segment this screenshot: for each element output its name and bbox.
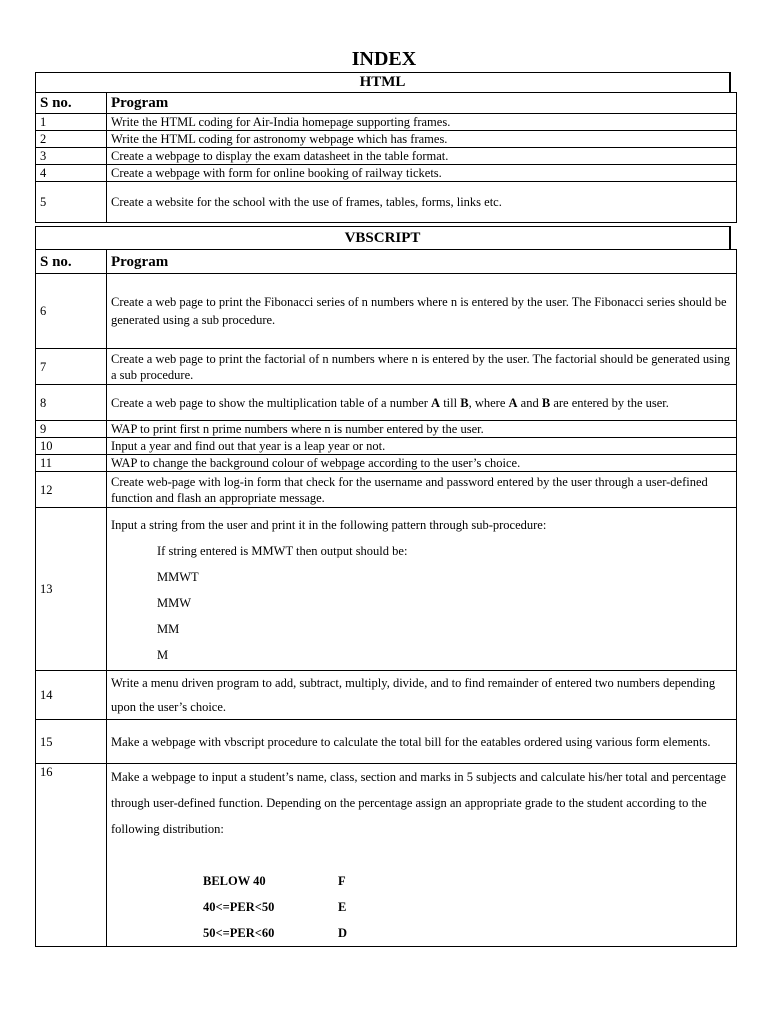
row-sno: 13 — [36, 508, 107, 671]
table-row — [36, 274, 737, 349]
table-row — [36, 720, 737, 764]
section-caption-vbscript: VBSCRIPT — [35, 226, 731, 250]
var-b: B — [541, 395, 551, 410]
pattern-condition: If string entered is MMWT then output should be: — [157, 544, 408, 558]
text-segment: are entered by the user. — [550, 395, 669, 410]
var-a: A — [508, 395, 518, 410]
row-program — [107, 385, 737, 421]
pattern-line: M — [157, 648, 169, 662]
row-sno: 14 — [36, 671, 107, 720]
pattern-intro: Input a string from the user and print it in the following pattern through sub-procedure: — [111, 518, 547, 532]
text-segment: Create a web page to show the multiplication table of a number — [111, 395, 432, 410]
row-sno: 8 — [36, 385, 107, 421]
table-row — [36, 455, 737, 472]
header-sno: S no. — [36, 93, 107, 114]
row-program: Create a website for the school with the use of frames, tables, forms, links etc. — [107, 182, 737, 223]
row-sno: 2 — [36, 131, 107, 148]
row-program: Create a webpage with form for online booking of railway tickets. — [107, 165, 737, 182]
row-program-text: Make a webpage to input a student’s name, class, section and marks in 5 subjects and calculate his/her total and percentage through user-defined function. Depending on the percentage assign an appropriate grade to the student according to the following distribution: — [111, 770, 727, 836]
pattern-line: MMWT — [157, 570, 199, 584]
table-row — [36, 114, 737, 131]
var-a: A — [431, 395, 441, 410]
row-program: WAP to change the background colour of webpage according to the user’s choice. — [107, 455, 737, 472]
grade-range: 40<=PER<50 — [203, 900, 275, 914]
grade-range: BELOW 40 — [203, 874, 266, 888]
row-sno: 3 — [36, 148, 107, 165]
row-sno: 11 — [36, 455, 107, 472]
pattern-line: MMW — [157, 596, 192, 610]
table-row — [36, 472, 737, 508]
grade-letter: D — [338, 926, 348, 940]
table-row — [36, 165, 737, 182]
row-program — [107, 508, 737, 671]
row-program: Write the HTML coding for Air-India homepage supporting frames. — [107, 114, 737, 131]
row-sno: 15 — [36, 720, 107, 764]
row-sno: 10 — [36, 438, 107, 455]
page-title: INDEX — [351, 48, 417, 70]
header-program: Program — [107, 250, 737, 274]
table-row — [36, 148, 737, 165]
section-caption-html: HTML — [35, 72, 731, 93]
text-segment: , where — [468, 395, 509, 410]
pattern-line: MM — [157, 622, 180, 636]
grade-row — [111, 920, 730, 946]
table-row — [36, 421, 737, 438]
table-header — [36, 93, 737, 114]
text-segment: till — [440, 395, 461, 410]
row-program: Write the HTML coding for astronomy webpage which has frames. — [107, 131, 737, 148]
row-sno: 16 — [36, 764, 107, 947]
row-program — [107, 764, 737, 947]
row-program: Create a web page to print the Fibonacci series of n numbers where n is entered by the user. The Fibonacci series should be generated using a sub procedure. — [107, 274, 737, 349]
row-sno: 9 — [36, 421, 107, 438]
row-program: WAP to print first n prime numbers where n is number entered by the user. — [107, 421, 737, 438]
row-program: Make a webpage with vbscript procedure to calculate the total bill for the eatables ordered using various form elements. — [107, 720, 737, 764]
row-program: Create web-page with log-in form that check for the username and password entered by the user through a user-defined function and flash an appropriate message. — [107, 472, 737, 508]
row-program: Create a web page to print the factorial of n numbers where n is entered by the user. The factorial should be generated using a sub procedure. — [107, 349, 737, 385]
row-sno: 1 — [36, 114, 107, 131]
text-segment: and — [517, 395, 542, 410]
table-row — [36, 131, 737, 148]
grade-row — [111, 894, 730, 920]
html-table — [35, 92, 737, 223]
grade-range: 50<=PER<60 — [203, 926, 275, 940]
row-sno: 4 — [36, 165, 107, 182]
var-b: B — [460, 395, 469, 410]
row-program: Write a menu driven program to add, subtract, multiply, divide, and to find remainder of entered two numbers depending upon the user’s choice. — [107, 671, 737, 720]
table-row — [36, 349, 737, 385]
row-program: Create a webpage to display the exam datasheet in the table format. — [107, 148, 737, 165]
row-sno: 6 — [36, 274, 107, 349]
row-sno: 5 — [36, 182, 107, 223]
table-row — [36, 438, 737, 455]
grade-letter: E — [338, 900, 347, 914]
table-header — [36, 250, 737, 274]
table-row — [36, 508, 737, 671]
row-sno: 12 — [36, 472, 107, 508]
table-row — [36, 764, 737, 947]
table-row — [36, 182, 737, 223]
vbscript-table — [35, 249, 737, 947]
row-sno: 7 — [36, 349, 107, 385]
header-sno: S no. — [36, 250, 107, 274]
header-program: Program — [107, 93, 737, 114]
table-row — [36, 671, 737, 720]
row-program: Input a year and find out that year is a leap year or not. — [107, 438, 737, 455]
grade-row — [111, 868, 730, 894]
grade-letter: F — [338, 874, 346, 888]
table-row — [36, 385, 737, 421]
